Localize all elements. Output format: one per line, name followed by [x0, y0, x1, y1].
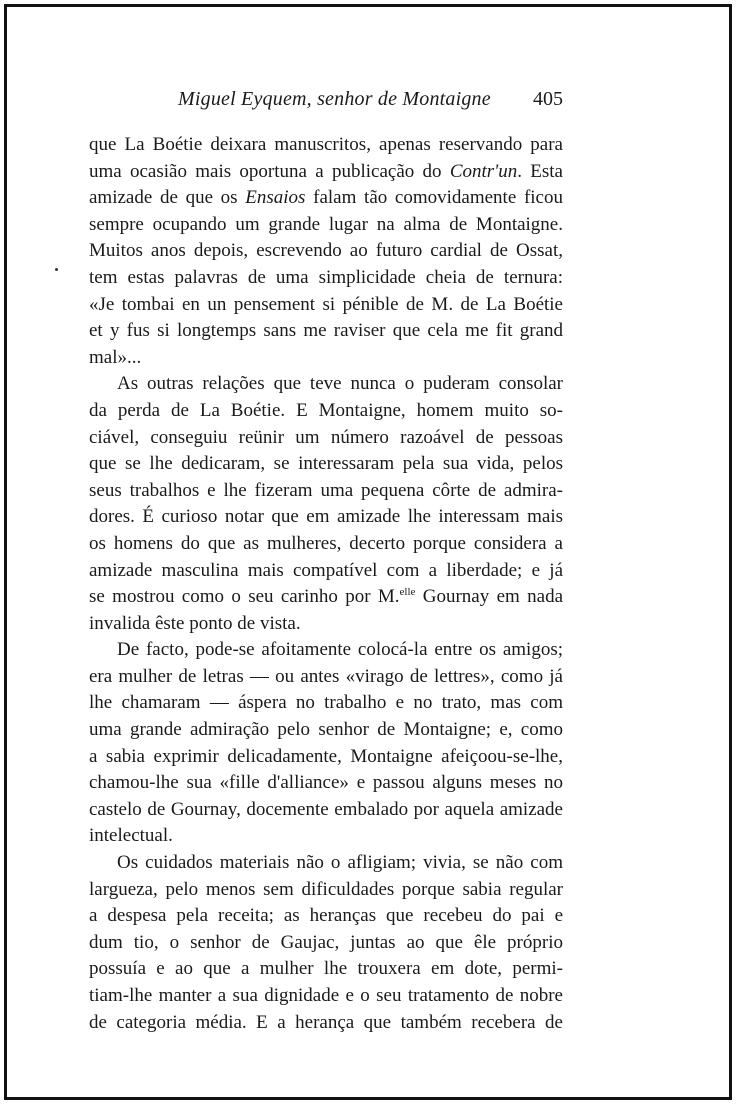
text-segment: amizade de que os — [89, 187, 246, 209]
text-line: os homens do que as mulheres, decerto porque considera a — [89, 532, 563, 554]
text-line: mal»... — [89, 346, 142, 368]
page-number: 405 — [533, 88, 563, 110]
text-line: que se lhe dedicaram, se interessaram pela sua vida, pelos — [89, 453, 563, 475]
italic-title: Contr'un — [449, 160, 518, 182]
text-line: ciável, conseguiu reünir um número razoável de pessoas — [89, 426, 563, 448]
text-segment: uma ocasião mais oportuna a publicação do — [89, 160, 450, 182]
text-line: de categoria média. E a herança que também recebera de — [89, 1011, 563, 1033]
text-line: invalida êste ponto de vista. — [89, 612, 301, 634]
text-line: amizade masculina mais compatível com a liberdade; e já — [89, 559, 563, 581]
text-line: intelectual. — [89, 825, 173, 847]
text-line: da perda de La Boétie. E Montaigne, homem muito so- — [89, 399, 563, 421]
text-line: dores. É curioso notar que em amizade lhe interessam mais — [89, 506, 563, 528]
text-segment: falam tão comovidamente ficou — [305, 187, 563, 209]
text-line: possuía e ao que a mulher lhe trouxera em dote, permi- — [89, 958, 563, 980]
text-line — [89, 584, 563, 611]
text-segment: . Esta — [517, 160, 563, 182]
text-segment: se mostrou como o seu carinho por M. — [89, 586, 400, 608]
text-line: chamou-lhe sua «fille d'alliance» e passou alguns meses no — [89, 772, 563, 794]
text-line: era mulher de letras — ou antes «virago de lettres», como já — [89, 665, 563, 687]
text-line — [89, 185, 563, 212]
text-line — [89, 159, 563, 186]
text-line: dum tio, o senhor de Gaujac, juntas ao que êle próprio — [89, 931, 563, 953]
text-line: a despesa pela receita; as heranças que recebeu do pai e — [89, 905, 563, 927]
text-line: Muitos anos depois, escrevendo ao futuro cardial de Ossat, — [89, 240, 563, 262]
italic-title: Ensaios — [245, 187, 306, 209]
text-line: largueza, pelo menos sem dificuldades porque sabia regular — [89, 878, 563, 900]
superscript-abbrev: elle — [399, 586, 416, 599]
running-title: Miguel Eyquem, senhor de Montaigne — [178, 88, 491, 110]
text-line: tiam-lhe manter a sua dignidade e o seu tratamento de nobre — [89, 985, 563, 1006]
text-line: «Je tombai en un pensement si pénible de M. de La Boétie — [89, 293, 563, 315]
body-text — [89, 132, 563, 1036]
text-line: sempre ocupando um grande lugar na alma de Montaigne. — [89, 213, 563, 235]
text-line: seus trabalhos e lhe fizeram uma pequena côrte de admira- — [89, 479, 563, 501]
text-line: Os cuidados materiais não o afligiam; vivia, se não com — [117, 852, 563, 874]
margin-mark — [55, 268, 58, 271]
text-line: De facto, pode-se afoitamente colocá-la entre os amigos; — [117, 639, 563, 661]
text-line: As outras relações que teve nunca o puderam consolar — [117, 373, 563, 395]
text-line: que La Boétie deixara manuscritos, apenas reservando para — [89, 134, 563, 155]
text-line: et y fus si longtemps sans me raviser que cela me fit grand — [89, 320, 563, 342]
text-line: tem estas palavras de uma simplicidade cheia de ternura: — [89, 266, 563, 288]
running-head — [0, 88, 736, 118]
text-line: castelo de Gournay, docemente embalado por aquela amizade — [89, 798, 563, 820]
text-line: uma grande admiração pelo senhor de Montaigne; e, como — [89, 719, 563, 741]
text-line: lhe chamaram — áspera no trabalho e no trato, mas com — [89, 692, 563, 714]
text-segment: Gournay em nada — [415, 586, 564, 608]
text-line: a sabia exprimir delicadamente, Montaigne afeiçoou-se-lhe, — [89, 745, 563, 767]
